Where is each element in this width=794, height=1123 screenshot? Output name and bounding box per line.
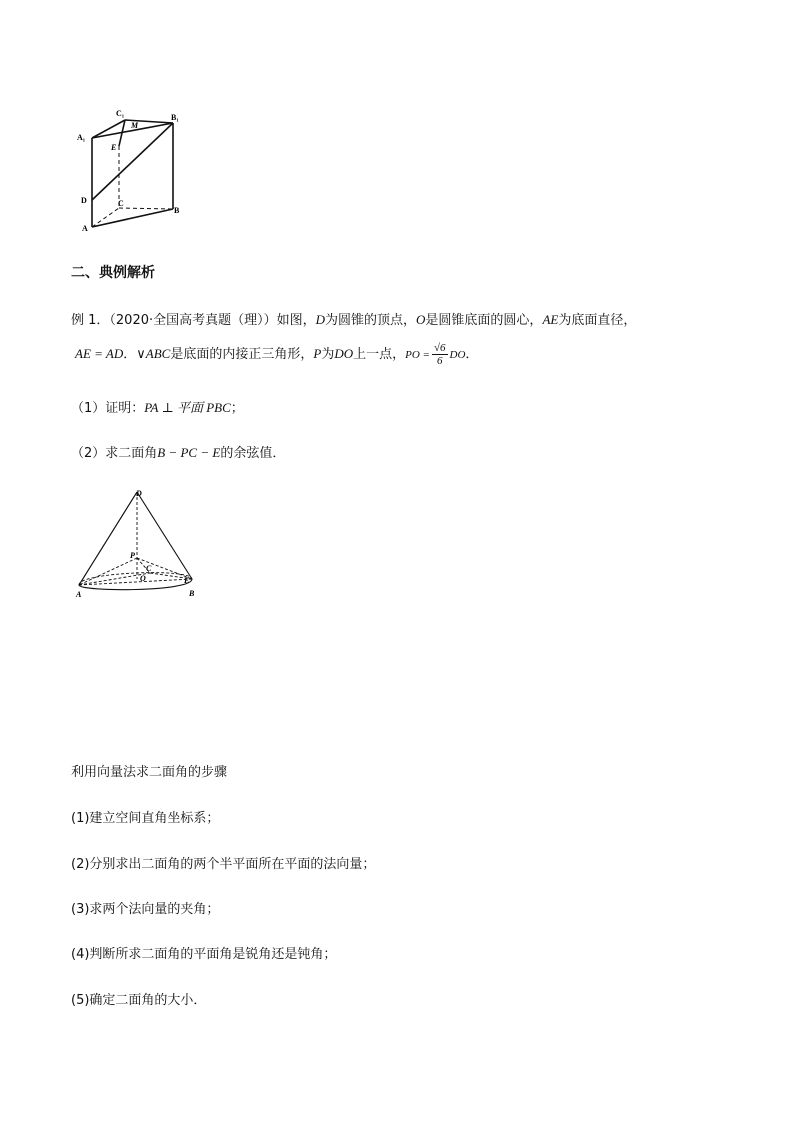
label-m: M: [131, 121, 139, 130]
label-b1: B₁: [171, 113, 179, 122]
math-do: DO: [449, 349, 466, 361]
step-item-1: (1)建立空间直角坐标系；: [71, 811, 220, 826]
fraction-denominator: 6: [436, 355, 443, 367]
math-p: P: [313, 346, 322, 361]
steps-title: 利用向量法求二面角的步骤: [71, 765, 228, 780]
label-e: E: [111, 143, 117, 152]
math-do: DO: [334, 346, 354, 361]
step-item-5: (5)确定二面角的大小．: [71, 993, 207, 1008]
step-item-4: (4)判断所求二面角的平面角是锐角还是钝角；: [71, 947, 337, 962]
cone-label-a: A: [76, 590, 82, 599]
fraction-numerator: √6: [433, 342, 446, 354]
label-b: B: [174, 206, 180, 215]
label-c: C: [118, 199, 124, 208]
example-text: ．: [465, 347, 479, 362]
math-triangle-abc: ∨ABC: [136, 346, 171, 361]
cone-label-b: B: [189, 589, 195, 598]
cone-label-e: E: [184, 576, 190, 585]
math-o: O: [416, 312, 426, 327]
section-title: 二、典例解析: [71, 265, 155, 281]
fraction: [432, 342, 448, 367]
question-1: [71, 397, 244, 416]
cone-label-p: P: [130, 551, 135, 560]
example-line-2: [75, 340, 478, 369]
example-text: 是圆锥底面的圆心，: [425, 313, 543, 328]
label-a1: A₁: [77, 133, 86, 142]
cone-figure: [68, 486, 218, 604]
label-c1: C₁: [116, 109, 125, 118]
question-end: ；: [230, 401, 244, 416]
question-prefix: （1）证明：: [71, 401, 145, 416]
example-prefix: 例 1．（2020·全国高考真题（理））如图，: [71, 313, 316, 328]
label-a: A: [82, 224, 88, 233]
example-text: ．: [123, 347, 137, 362]
step-item-2: (2)分别求出二面角的两个半平面所在平面的法向量；: [71, 857, 376, 872]
question-math: B − PC − E: [157, 445, 221, 460]
cone-label-d: D: [136, 489, 142, 498]
math-po: PO =: [405, 349, 430, 361]
step-item-3: (3)求两个法向量的夹角；: [71, 902, 220, 917]
math-ae-eq-ad: AE = AD: [75, 346, 124, 361]
example-line-1: [71, 309, 636, 328]
question-math: PA ⊥ 平面 PBC: [144, 400, 231, 415]
label-d: D: [81, 196, 87, 205]
question-end: 的余弦值．: [220, 446, 286, 461]
cone-label-o: O: [140, 574, 146, 583]
question-prefix: （2）求二面角: [71, 446, 158, 461]
example-text: 为底面直径，: [558, 313, 637, 328]
math-ae: AE: [542, 312, 559, 327]
cone-label-c: C: [146, 564, 152, 573]
example-text: 上一点，: [353, 347, 406, 362]
example-text: 是底面的内接正三角形，: [170, 347, 314, 362]
example-text: 为: [321, 347, 335, 362]
prism-figure: [74, 104, 194, 234]
example-text: 为圆锥的顶点，: [325, 313, 417, 328]
question-2: [71, 442, 285, 461]
math-d: D: [315, 312, 326, 327]
